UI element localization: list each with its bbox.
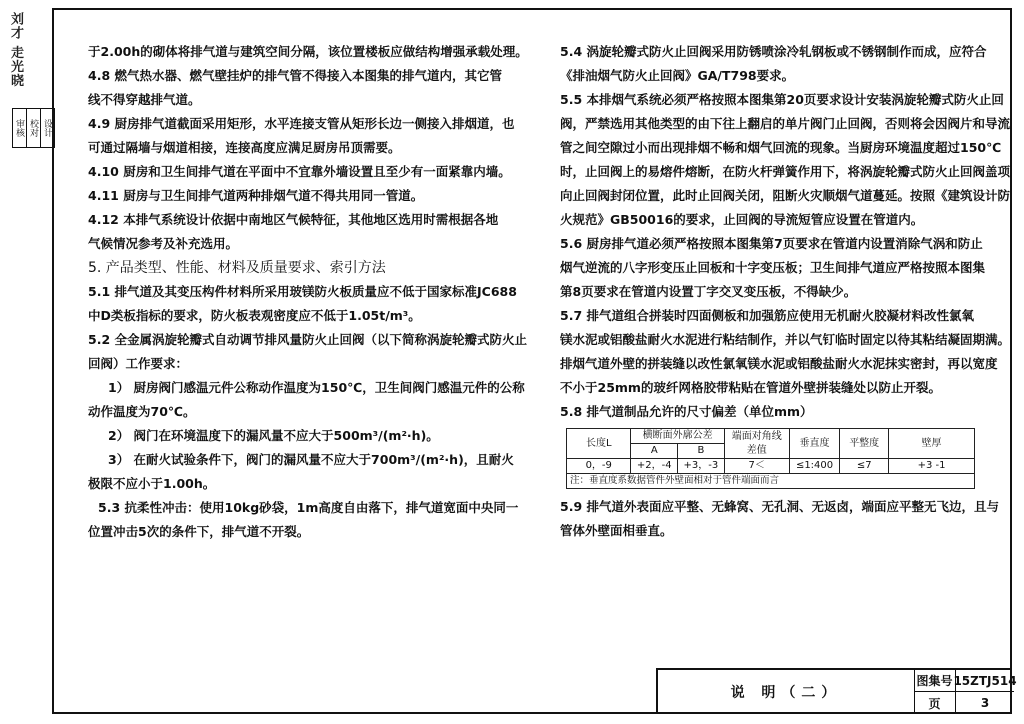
td-vert: ≤1:400 xyxy=(789,459,839,474)
text-line: 可通过隔墙与烟道相接，连接高度应满足厨房吊顶需要。 xyxy=(88,140,401,155)
text-line: 4.10 厨房和卫生间排气道在平面中不宜靠外墙设置且至少有一面紧靠内墙。 xyxy=(88,164,511,179)
text-line: 4.11 厨房与卫生间排气道两种排烟气道不得共用同一管道。 xyxy=(88,188,424,203)
th-wall: 壁厚 xyxy=(889,429,975,459)
text-line: 中D类板指标的要求，防火板表观密度应不低于1.05t/m³。 xyxy=(88,308,421,323)
text-line: 位置冲击5次的条件下，排气道不开裂。 xyxy=(88,524,310,539)
text-line: 2） 阀门在环境温度下的漏风量不应大于500m³/(m²·h)。 xyxy=(108,428,439,443)
text-line: 5.2 全金属涡旋轮瓣式自动调节排风量防火止回阀（以下简称涡旋轮瓣式防火止 xyxy=(88,332,527,347)
sheet-title: 说 明（二） xyxy=(658,670,915,714)
text-line: 管之间空隙过小而出现排烟不畅和烟气回流的现象。当厨房环境温度超过150℃ xyxy=(560,140,1002,155)
signature-strip xyxy=(2,8,52,233)
page-number: 3 xyxy=(980,696,990,710)
td-b: +3，-3 xyxy=(678,459,725,474)
td-flat: ≤7 xyxy=(840,459,889,474)
text-line: 5.1 排气道及其变压构件材料所采用玻镁防火板质量应不低于国家标准JC688 xyxy=(88,284,517,299)
text-line: 排烟气道外壁的拼装缝以改性氯氧镁水泥或铝酸盐耐火水泥抹实密封，再以宽度 xyxy=(560,356,998,371)
text-line: 4.12 本排气系统设计依据中南地区气候特征，其他地区选用时需根据各地 xyxy=(88,212,499,227)
th-length: 长度L xyxy=(567,429,631,459)
text-line: 5. 产品类型、性能、材料及质量要求、索引方法 xyxy=(88,260,386,276)
th-vert: 垂直度 xyxy=(789,429,839,459)
text-line: 阀，严禁选用其他类型的由下往上翻启的单片阀门止回阀，否则将会因阀片和导流 xyxy=(560,116,1011,131)
text-line: 线不得穿越排气道。 xyxy=(88,92,201,107)
td-wall: +3 -1 xyxy=(889,459,975,474)
text-line: 4.8 燃气热水器、燃气壁挂炉的排气管不得接入本图集的排气道内，其它管 xyxy=(88,68,502,83)
text-line: 向止回阀封闭位置，此时止回阀关闭，阻断火灾顺烟气道蔓延。按照《建筑设计防 xyxy=(560,188,1011,203)
text-line: 5.5 本排烟气系统必须严格按照本图集第20页要求设计安装涡旋轮瓣式防火止回 xyxy=(560,92,1004,107)
text-line: 5.9 排气道外表面应平整、无蜂窝、无孔洞、无返卤，端面应平整无飞边，且与 xyxy=(560,499,999,514)
text-line: 1） 厨房阀门感温元件公称动作温度为150℃，卫生间阀门感温元件的公称 xyxy=(108,380,525,395)
page-label: 页 xyxy=(914,692,956,714)
text-line: 火规范》GB50016的要求，止回阀的导流短管应设置在管道内。 xyxy=(560,212,924,227)
th-b: B xyxy=(678,444,725,459)
right-text-bottom xyxy=(560,495,999,543)
atlas-no-value: 15ZTJ514 xyxy=(956,670,1014,692)
handwritten-signature: 刘才 走光晓 xyxy=(8,12,23,88)
th-a: A xyxy=(631,444,678,459)
text-line: 第8页要求在管道内设置丁字交叉变压板，不得缺少。 xyxy=(560,284,857,299)
text-line: 于2.00h的砌体将排气道与建筑空间分隔，该位置楼板应做结构增强承载处理。 xyxy=(88,44,528,59)
sign-cell: 设计 xyxy=(41,109,55,148)
text-line: 管体外壁面相垂直。 xyxy=(560,523,673,538)
text-line: 烟气逆流的八字形变压止回板和十字变压板；卫生间排气道应严格按照本图集 xyxy=(560,260,986,275)
title-block xyxy=(656,668,1017,714)
text-line: 4.9 厨房排气道截面采用矩形，水平连接支管从矩形长边一侧接入排烟道，也 xyxy=(88,116,515,131)
signature-table xyxy=(12,108,55,148)
left-text-column xyxy=(88,40,528,544)
right-text-top xyxy=(560,40,1011,424)
text-line: 5.8 排气道制品允许的尺寸偏差（单位mm） xyxy=(560,404,813,419)
text-line: 不小于25mm的玻纤网格胶带粘贴在管道外壁拼装缝处以防止开裂。 xyxy=(560,380,941,395)
td-a: +2，-4 xyxy=(631,459,678,474)
th-flat: 平整度 xyxy=(840,429,889,459)
th-outer: 横断面外廓公差 xyxy=(631,429,724,444)
text-line: 3） 在耐火试验条件下，阀门的漏风量不应大于700m³/(m²·h)，且耐火 xyxy=(108,452,514,467)
text-line: 镁水泥或铝酸盐耐火水泥进行粘结制作，并以气钉临时固定以待其粘结凝固期满。 xyxy=(560,332,1011,347)
text-line: 《排油烟气防火止回阀》GA/T798要求。 xyxy=(560,68,795,83)
text-line: 5.3 抗柔性冲击：使用10kg砂袋，1m高度自由落下，排气道宽面中央同一 xyxy=(98,500,519,515)
text-line: 动作温度为70℃。 xyxy=(88,404,196,419)
text-line: 气候情况参考及补充选用。 xyxy=(88,236,239,251)
td-diag: 7＜ xyxy=(724,459,789,474)
text-line: 5.7 排气道组合拼装时四面侧板和加强筋应使用无机耐火胶凝材料改性氯氧 xyxy=(560,308,974,323)
text-line: 5.4 涡旋轮瓣式防火止回阀采用防锈喷涂冷轧钢板或不锈钢制作而成，应符合 xyxy=(560,44,987,59)
right-text-column xyxy=(560,40,1011,543)
sign-cell: 校对 xyxy=(27,109,41,148)
td-length: 0，-9 xyxy=(567,459,631,474)
sign-cell: 审核 xyxy=(13,109,27,148)
atlas-no-label: 图集号 xyxy=(914,670,956,692)
deviation-table xyxy=(566,428,975,489)
th-diag: 端面对角线差值 xyxy=(724,429,789,459)
table-note: 注：垂直度系数据管件外壁面相对于管件端面而言 xyxy=(567,474,975,489)
text-line: 时，止回阀上的易熔件熔断，在防火杆弹簧作用下，将涡旋轮瓣式防火止回阀盖项 xyxy=(560,164,1011,179)
text-line: 回阀）工作要求： xyxy=(88,356,189,371)
text-line: 5.6 厨房排气道必须严格按照本图集第7页要求在管道内设置消除气涡和防止 xyxy=(560,236,983,251)
text-line: 极限不应小于1.00h。 xyxy=(88,476,216,491)
